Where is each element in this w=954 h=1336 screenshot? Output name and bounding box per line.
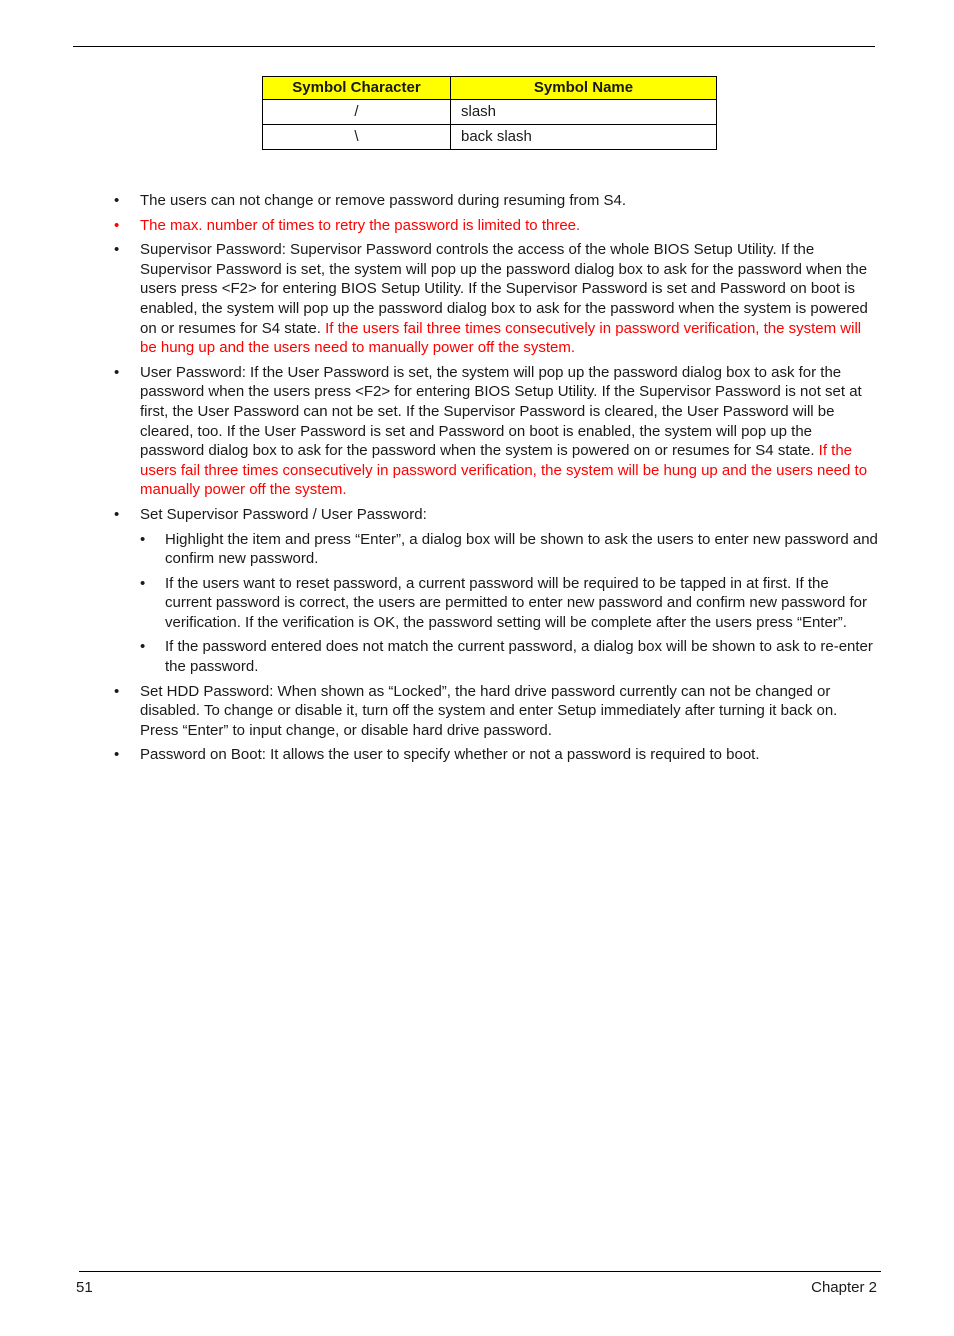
list-item xyxy=(113,216,879,236)
page-number: 51 xyxy=(76,1279,93,1296)
column-header-symbol-name: Symbol Name xyxy=(451,77,717,100)
symbol-name-cell: back slash xyxy=(451,125,717,150)
table-row xyxy=(263,125,717,150)
footer-rule xyxy=(79,1271,881,1272)
chapter-label: Chapter 2 xyxy=(811,1279,877,1296)
sub-bullet-text: If the users want to reset password, a current password will be required to be tapped in at first. If the current password is correct, the users are permitted to enter new password and confirm new password for verification. If the verification is OK, the password setting will be complete after the users press “Enter”. xyxy=(165,574,867,631)
bullet-text-highlight: If the users fail three times consecutively in password verification, the system will be hung up and the users need to manually power off the system. xyxy=(140,319,862,357)
bullet-text-highlight: The max. number of times to retry the password is limited to three. xyxy=(140,216,581,234)
body-content xyxy=(113,191,879,770)
list-item xyxy=(113,363,879,500)
symbol-character-cell: \ xyxy=(263,125,451,150)
bullet-text: User Password: If the User Password is set, the system will pop up the password dialog box to ask for the password when the users press <F2> for entering BIOS Setup Utility. If the Supervisor Password is not set at first, the User Password can not be set. If the Supervisor Password is cleared, the User Password will be cleared, too. If the User Password is set and Password on boot is enabled, the system will pop up the password dialog box to ask for the password when the system is powered on or resumes for S4 state. xyxy=(140,363,862,460)
sub-bullet-text: If the password entered does not match the current password, a dialog box will be shown to ask to re-enter the password. xyxy=(165,638,873,676)
list-item xyxy=(113,505,879,677)
sub-list-item xyxy=(140,574,879,633)
column-header-symbol-character: Symbol Character xyxy=(263,77,451,100)
sub-bullet-list xyxy=(140,530,879,677)
sub-list-item xyxy=(140,637,879,676)
bullet-text: Supervisor Password: Supervisor Password controls the access of the whole BIOS Setup Utility. If the Supervisor Password is set, the system will pop up the password dialog box to ask for the password when the users press <F2> for entering BIOS Setup Utility. If the Supervisor Password is set and Password on boot is enabled, the system will pop up the password dialog box to ask for the password when the system is powered on or resumes for S4 state. xyxy=(140,241,868,337)
bullet-list xyxy=(113,191,879,765)
symbol-name-cell: slash xyxy=(451,100,717,125)
table-header-row xyxy=(263,77,717,100)
list-item xyxy=(113,745,879,765)
bullet-text: Set Supervisor Password / User Password: xyxy=(140,505,427,523)
bullet-text: The users can not change or remove password during resuming from S4. xyxy=(140,192,627,209)
sub-bullet-text: Highlight the item and press “Enter”, a dialog box will be shown to ask the users to enter new password and confirm new password. xyxy=(165,530,878,568)
list-item xyxy=(113,682,879,741)
bullet-text: Password on Boot: It allows the user to specify whether or not a password is required to boot. xyxy=(140,746,760,764)
symbol-table xyxy=(262,76,717,150)
symbol-character-cell: / xyxy=(263,100,451,125)
list-item xyxy=(113,240,879,358)
table-row xyxy=(263,100,717,125)
bullet-text-highlight: If the users fail three times consecutively in password verification, the system will be hung up and the users need to manually power off the system. xyxy=(140,442,868,499)
sub-list-item xyxy=(140,530,879,569)
header-rule xyxy=(73,46,875,47)
list-item xyxy=(113,191,879,211)
bullet-text: Set HDD Password: When shown as “Locked”, the hard drive password currently can not be changed or disabled. To change or disable it, turn off the system and enter Setup immediately after turning it back on. Press “Enter” to input change, or disable hard drive password. xyxy=(140,682,838,739)
